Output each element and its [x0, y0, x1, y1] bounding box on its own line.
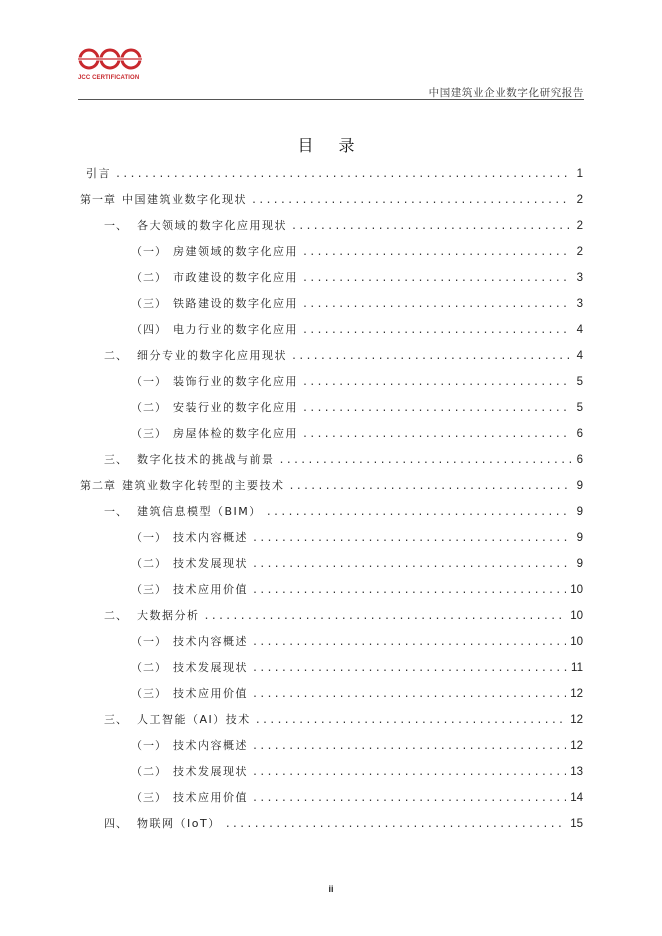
dot-leader	[291, 218, 571, 236]
toc-entry-text: 建筑信息模型（BIM）	[137, 505, 262, 518]
toc-entry-number: （二）	[131, 557, 167, 570]
toc-entry[interactable]	[80, 581, 583, 607]
toc-entry-page: 6	[576, 428, 583, 440]
toc-entry-text: 技术发展现状	[173, 661, 248, 674]
toc-entry-number: （一）	[131, 739, 167, 752]
toc-entry-number: （三）	[131, 583, 167, 596]
toc-entry-number: （二）	[131, 661, 167, 674]
toc-entry-text: 房建领域的数字化应用	[173, 245, 298, 258]
toc-entry-number: （一）	[131, 245, 167, 258]
toc-entry-text: 各大领域的数字化应用现状	[137, 219, 287, 232]
toc-entry-page: 2	[576, 194, 583, 206]
toc-entry[interactable]	[80, 685, 583, 711]
dot-leader	[255, 712, 566, 730]
dot-leader	[115, 166, 571, 184]
dot-leader	[289, 478, 572, 496]
toc-entry[interactable]	[80, 477, 583, 503]
toc-entry-number: （三）	[131, 791, 167, 804]
dot-leader	[302, 296, 571, 314]
toc-entry-number: 一、	[104, 505, 128, 518]
toc-entry[interactable]	[80, 321, 583, 347]
dot-leader	[251, 192, 571, 210]
toc-entry[interactable]	[80, 373, 583, 399]
toc-entry-page: 3	[576, 272, 583, 284]
toc-entry-text: 技术内容概述	[173, 635, 248, 648]
toc-entry-page: 9	[576, 532, 583, 544]
toc-entry-number: 二、	[104, 349, 128, 362]
dot-leader	[252, 530, 571, 548]
toc-entry-number: 四、	[104, 817, 128, 830]
dot-leader	[302, 270, 571, 288]
toc-entry-number: （四）	[131, 323, 167, 336]
toc-entry-text: 引言	[86, 167, 111, 180]
toc-entry[interactable]	[80, 763, 583, 789]
dot-leader	[291, 348, 571, 366]
toc-entry[interactable]	[80, 243, 583, 269]
toc-entry-number: 第二章	[80, 479, 116, 492]
report-title: 中国建筑业企业数字化研究报告	[428, 87, 584, 99]
toc-entry-text: 技术内容概述	[173, 739, 248, 752]
toc-entry-page: 1	[576, 168, 583, 180]
dot-leader	[302, 244, 571, 262]
toc-entry-page: 12	[570, 714, 583, 726]
toc-entry[interactable]	[80, 555, 583, 581]
toc-entry-page: 2	[576, 220, 583, 232]
toc-entry[interactable]	[80, 451, 583, 477]
dot-leader	[225, 816, 567, 834]
logo-text: JCC CERTIFICATION	[78, 75, 140, 81]
toc-entry-text: 中国建筑业数字化现状	[122, 193, 247, 206]
toc-entry-text: 安装行业的数字化应用	[173, 401, 298, 414]
toc-entry-page: 10	[570, 636, 583, 648]
toc-entry-page: 14	[570, 792, 583, 804]
toc-entry-page: 9	[576, 480, 583, 492]
toc-entry-number: （一）	[131, 531, 167, 544]
toc-entry[interactable]	[80, 399, 583, 425]
dot-leader	[204, 608, 567, 626]
toc-entry-text: 数字化技术的挑战与前景	[137, 453, 275, 466]
dot-leader	[266, 504, 571, 522]
toc-entry-text: 技术应用价值	[173, 583, 248, 596]
toc-entry-page: 5	[576, 376, 583, 388]
dot-leader	[252, 556, 571, 574]
toc-entry-text: 市政建设的数字化应用	[173, 271, 298, 284]
toc-entry[interactable]	[80, 191, 583, 217]
dot-leader	[252, 738, 566, 756]
toc-entry[interactable]	[80, 217, 583, 243]
toc-entry-number: 三、	[104, 453, 128, 466]
toc-entry-number: （二）	[131, 401, 167, 414]
toc-entry-number: 一、	[104, 219, 128, 232]
toc-entry[interactable]	[80, 633, 583, 659]
dot-leader	[252, 790, 566, 808]
toc-entry-text: 技术发展现状	[173, 557, 248, 570]
toc-entry-number: 第一章	[80, 193, 116, 206]
toc-entry-page: 12	[570, 740, 583, 752]
toc-entry-page: 4	[576, 324, 583, 336]
toc-entry[interactable]	[80, 425, 583, 451]
toc-entry-number: （三）	[131, 297, 167, 310]
dot-leader	[302, 322, 571, 340]
toc-entry-number: （二）	[131, 765, 167, 778]
toc-entry[interactable]	[80, 815, 583, 841]
toc-entry-text: 技术发展现状	[173, 765, 248, 778]
dot-leader	[252, 686, 566, 704]
toc-entry-text: 技术应用价值	[173, 791, 248, 804]
toc-entry[interactable]	[80, 529, 583, 555]
toc-entry-page: 2	[576, 246, 583, 258]
toc-entry-number: （三）	[131, 687, 167, 700]
toc-entry-number: 三、	[104, 713, 128, 726]
dot-leader	[302, 374, 571, 392]
dot-leader	[302, 426, 571, 444]
toc-entry-page: 9	[576, 506, 583, 518]
toc-entry-page: 15	[570, 818, 583, 830]
toc-entry[interactable]	[80, 711, 583, 737]
table-of-contents	[80, 165, 583, 841]
toc-entry-number: 二、	[104, 609, 128, 622]
toc-entry[interactable]	[80, 165, 583, 191]
toc-entry-page: 3	[576, 298, 583, 310]
toc-entry-page: 11	[571, 662, 583, 674]
toc-entry-number: （三）	[131, 427, 167, 440]
toc-entry-number: （一）	[131, 375, 167, 388]
toc-entry[interactable]	[80, 295, 583, 321]
toc-entry-text: 大数据分析	[137, 609, 200, 622]
toc-entry[interactable]	[80, 659, 583, 685]
toc-entry[interactable]	[80, 737, 583, 763]
toc-entry-number: （一）	[131, 635, 167, 648]
toc-entry-text: 技术内容概述	[173, 531, 248, 544]
toc-entry-page: 9	[576, 558, 583, 570]
toc-entry-number: （二）	[131, 271, 167, 284]
toc-entry-text: 建筑业数字化转型的主要技术	[122, 479, 285, 492]
toc-entry-text: 物联网（IoT）	[137, 817, 221, 830]
toc-entry-page: 6	[576, 454, 583, 466]
dot-leader	[252, 634, 566, 652]
toc-entry-text: 技术应用价值	[173, 687, 248, 700]
toc-entry-page: 4	[576, 350, 583, 362]
toc-entry-page: 10	[570, 610, 583, 622]
toc-entry[interactable]	[80, 503, 583, 529]
header-divider	[78, 99, 584, 100]
toc-entry-text: 细分专业的数字化应用现状	[137, 349, 287, 362]
toc-heading: 目 录	[297, 136, 365, 155]
toc-entry-page: 10	[570, 584, 583, 596]
toc-entry-text: 铁路建设的数字化应用	[173, 297, 298, 310]
toc-entry[interactable]	[80, 347, 583, 373]
dot-leader	[252, 660, 567, 678]
toc-entry-text: 电力行业的数字化应用	[173, 323, 298, 336]
toc-entry-page: 12	[570, 688, 583, 700]
toc-entry-text: 房屋体检的数字化应用	[173, 427, 298, 440]
page-number: ii	[328, 884, 334, 894]
dot-leader	[279, 452, 572, 470]
toc-entry[interactable]	[80, 789, 583, 815]
toc-entry-page: 13	[570, 766, 583, 778]
toc-entry-page: 5	[576, 402, 583, 414]
toc-entry-text: 装饰行业的数字化应用	[173, 375, 298, 388]
dot-leader	[252, 764, 566, 782]
toc-entry[interactable]	[80, 607, 583, 633]
dot-leader	[252, 582, 566, 600]
dot-leader	[302, 400, 571, 418]
toc-entry[interactable]	[80, 269, 583, 295]
toc-entry-text: 人工智能（AI）技术	[137, 713, 251, 726]
